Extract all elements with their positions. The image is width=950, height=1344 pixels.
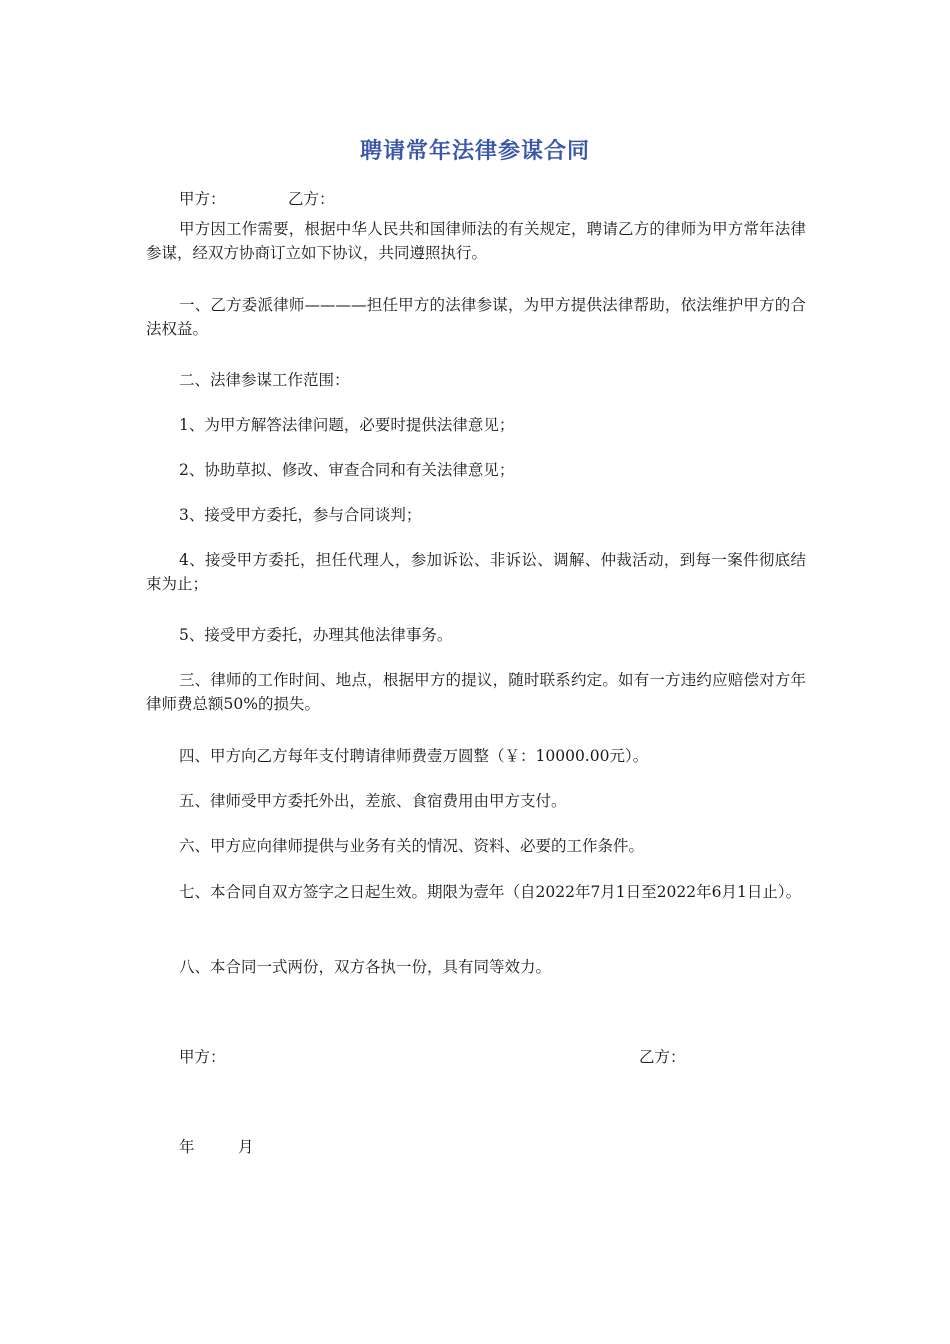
clause-2-item-5: 5、接受甲方委托，办理其他法律事务。 xyxy=(179,626,453,644)
party-b-label: 乙方： xyxy=(288,190,335,208)
clause-4: 四、甲方向乙方每年支付聘请律师费壹万圆整（￥：10000.00元）。 xyxy=(179,747,649,765)
clause-2-item-1: 1、为甲方解答法律问题，必要时提供法律意见； xyxy=(179,416,515,434)
signature-party-b: 乙方： xyxy=(639,1048,686,1066)
clause-7: 七、本合同自双方签字之日起生效。期限为壹年（自2022年7月1日至2022年6月1日止）。 xyxy=(179,883,802,901)
document-title: 聘请常年法律参谋合同 xyxy=(359,139,590,164)
clause-2-item-3: 3、接受甲方委托，参与合同谈判； xyxy=(179,506,422,524)
intro-paragraph: 甲方因工作需要，根据中华人民共和国律师法的有关规定，聘请乙方的律师为甲方常年法律参谋，经双方协商订立如下协议，共同遵照执行。 xyxy=(146,220,806,262)
clause-2: 二、法律参谋工作范围： xyxy=(179,371,350,389)
party-a-label: 甲方： xyxy=(179,190,226,208)
date-year-label: 年 xyxy=(179,1138,195,1156)
date-month-label: 月 xyxy=(238,1138,254,1156)
clause-2-item-2: 2、协助草拟、修改、审查合同和有关法律意见； xyxy=(179,461,515,479)
clause-8: 八、本合同一式两份，双方各执一份，具有同等效力。 xyxy=(179,958,552,976)
clause-2-item-4: 4、接受甲方委托，担任代理人，参加诉讼、非诉讼、调解、仲裁活动，到每一案件彻底结束为止； xyxy=(146,551,806,593)
clause-3: 三、律师的工作时间、地点，根据甲方的提议，随时联系约定。如有一方违约应赔偿对方年律师费总额50%的损失。 xyxy=(146,671,806,713)
clause-6: 六、甲方应向律师提供与业务有关的情况、资料、必要的工作条件。 xyxy=(179,837,645,855)
clause-1: 一、乙方委派律师————担任甲方的法律参谋，为甲方提供法律帮助，依法维护甲方的合法权益。 xyxy=(146,296,806,338)
signature-party-a: 甲方： xyxy=(179,1048,226,1066)
clause-5: 五、律师受甲方委托外出，差旅、食宿费用由甲方支付。 xyxy=(179,792,567,810)
